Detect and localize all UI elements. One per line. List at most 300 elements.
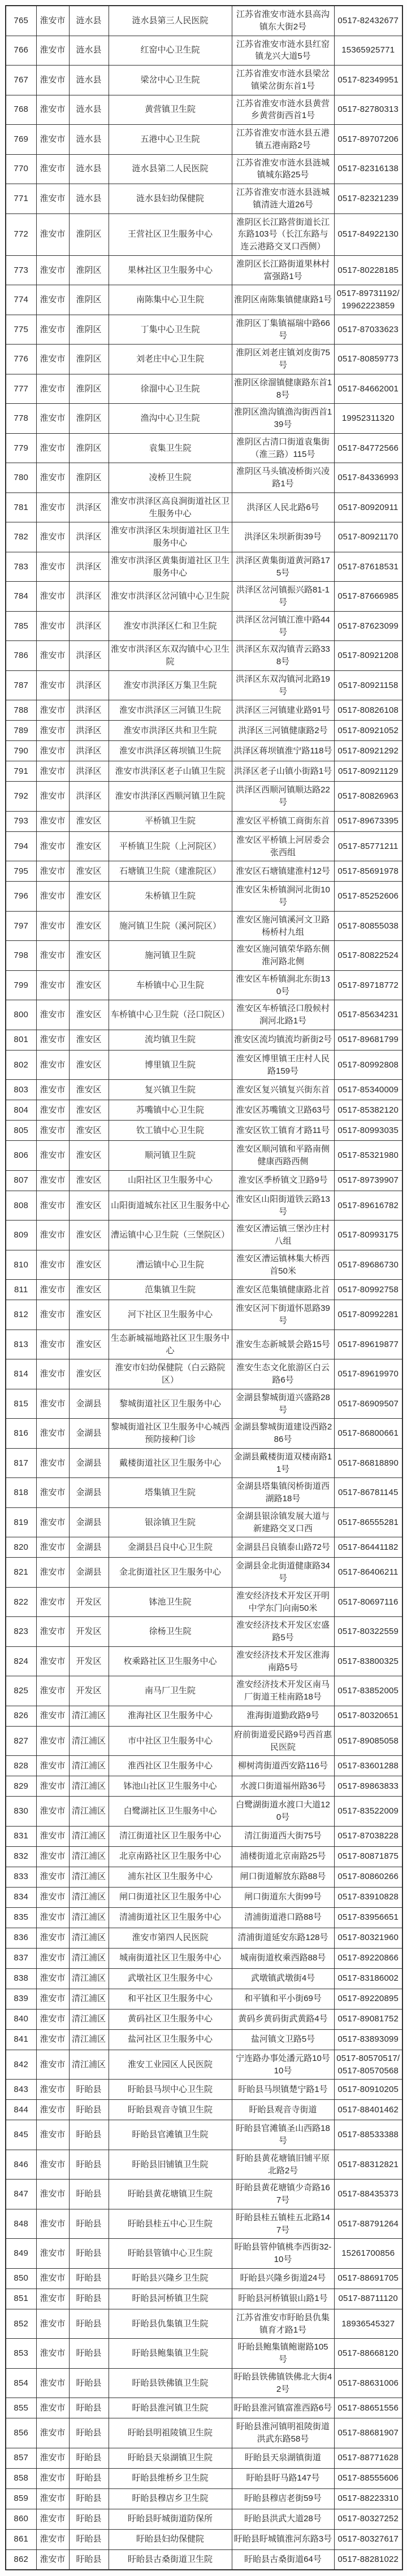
facility-name-cell: 山阳街道城东社区卫生服务中心 — [109, 1191, 232, 1221]
city-cell: 淮安市 — [36, 1989, 69, 2009]
serial-cell: 782 — [6, 522, 36, 552]
table-row — [6, 1846, 402, 1867]
phone-cell: 0517-88631006 — [334, 2368, 402, 2398]
facility-name-cell: 塔集镇卫生院 — [109, 1478, 232, 1508]
city-cell: 淮安市 — [36, 2339, 69, 2369]
city-cell: 淮安市 — [36, 463, 69, 493]
district-cell: 开发区 — [69, 1646, 109, 1676]
phone-cell: 0517-80697116 — [334, 1587, 402, 1617]
city-cell: 淮安市 — [36, 861, 69, 882]
phone-cell: 0517-80921129 — [334, 761, 402, 782]
facility-name-cell: 博里镇卫生院 — [109, 1050, 232, 1080]
address-cell: 洪泽区西顺河镇顺达路22号 — [232, 782, 334, 812]
facility-name-cell: 和平社区卫生服务中心 — [109, 1989, 232, 2009]
serial-cell: 826 — [6, 1706, 36, 1726]
facility-name-cell: 河下社区卫生服务中心 — [109, 1300, 232, 1330]
address-cell: 淮安经济技术开发区开明中学东门向南50米 — [232, 1587, 334, 1617]
city-cell: 淮安市 — [36, 882, 69, 912]
serial-cell: 788 — [6, 700, 36, 721]
facility-name-cell: 刘老庄中心卫生院 — [109, 345, 232, 374]
district-cell: 盱眙县 — [69, 2268, 109, 2289]
table-row — [6, 2549, 402, 2570]
table-row — [6, 1928, 402, 1948]
city-cell: 淮安市 — [36, 1389, 69, 1419]
phone-cell: 0517-88711120 — [334, 2289, 402, 2309]
city-cell: 淮安市 — [36, 1706, 69, 1726]
city-cell: 淮安市 — [36, 1280, 69, 1300]
table-row — [6, 811, 402, 831]
district-cell: 盱眙县 — [69, 2418, 109, 2448]
district-cell: 淮阴区 — [69, 433, 109, 463]
district-cell: 清江浦区 — [69, 1776, 109, 1797]
address-cell: 淮安区施河镇溪河文卫路杨桥村九组 — [232, 911, 334, 941]
table-row — [6, 1507, 402, 1537]
city-cell: 淮安市 — [36, 761, 69, 782]
city-cell: 淮安市 — [36, 2209, 69, 2239]
serial-cell: 808 — [6, 1191, 36, 1221]
facility-name-cell: 钵池卫生院 — [109, 1587, 232, 1617]
table-row — [6, 882, 402, 912]
address-cell: 江苏省淮安市涟水县高沟镇东大街2号 — [232, 6, 334, 36]
phone-cell: 15261700856 — [334, 2239, 402, 2269]
serial-cell: 845 — [6, 2120, 36, 2150]
city-cell: 淮安市 — [36, 2398, 69, 2418]
phone-cell: 0517-83186002 — [334, 1968, 402, 1989]
address-cell: 宁连路办事处潘元路10号10号 — [232, 2050, 334, 2080]
facility-name-cell: 平桥镇卫生院（上河院区） — [109, 831, 232, 861]
facility-name-cell: 盱眙县铁佛镇卫生院 — [109, 2368, 232, 2398]
address-cell: 淮安经济技术开发区宏盛路5号 — [232, 1617, 334, 1647]
city-cell: 淮安市 — [36, 2239, 69, 2269]
city-cell: 淮安市 — [36, 1121, 69, 1141]
address-cell: 金湖县金北街道健康路34号 — [232, 1558, 334, 1588]
address-cell: 盱眙县古桑街道64号 — [232, 2549, 334, 2570]
address-cell: 淮阴区渔沟镇渔沟街西首139号 — [232, 404, 334, 434]
city-cell: 淮安市 — [36, 1907, 69, 1928]
facility-name-cell: 盱眙县天泉湖镇卫生院 — [109, 2448, 232, 2468]
city-cell: 淮安市 — [36, 374, 69, 404]
phone-cell: 0517-86818890 — [334, 1448, 402, 1478]
district-cell: 涟水县 — [69, 36, 109, 66]
address-cell: 淮阴区刘老庄镇刘皮街75号 — [232, 345, 334, 374]
city-cell: 淮安市 — [36, 125, 69, 155]
facility-name-cell: 银涂镇卫生院 — [109, 1507, 232, 1537]
serial-cell: 765 — [6, 6, 36, 36]
city-cell: 淮安市 — [36, 1080, 69, 1100]
phone-cell: 0517-80910205 — [334, 2080, 402, 2100]
serial-cell: 779 — [6, 433, 36, 463]
address-cell: 江苏省淮安市涟水县涟城镇城东路25号 — [232, 154, 334, 184]
phone-cell: 0517-80570517/0517-80570568 — [334, 2050, 402, 2080]
serial-cell: 851 — [6, 2289, 36, 2309]
serial-cell: 815 — [6, 1389, 36, 1419]
address-cell: 黄码乡黄码街武黄路4号 — [232, 2009, 334, 2029]
district-cell: 清江浦区 — [69, 1726, 109, 1756]
table-row — [6, 1330, 402, 1359]
address-cell: 淮安区车桥镇泾口殷候村涧河北路1号 — [232, 1000, 334, 1030]
serial-cell: 838 — [6, 1968, 36, 1989]
phone-cell: 0517-88681907 — [334, 2418, 402, 2448]
city-cell: 淮安市 — [36, 1846, 69, 1867]
serial-cell: 791 — [6, 761, 36, 782]
table-row — [6, 125, 402, 155]
district-cell: 清江浦区 — [69, 1968, 109, 1989]
facility-name-cell: 盱眙县古桑街道卫生院 — [109, 2549, 232, 2570]
serial-cell: 828 — [6, 1756, 36, 1776]
city-cell: 淮安市 — [36, 404, 69, 434]
serial-cell: 846 — [6, 2150, 36, 2180]
serial-cell: 780 — [6, 463, 36, 493]
facility-name-cell: 盱眙县河桥镇卫生院 — [109, 2289, 232, 2309]
table-row — [6, 213, 402, 255]
address-cell: 盱眙县洪武大道28号 — [232, 2509, 334, 2529]
serial-cell: 824 — [6, 1646, 36, 1676]
facility-name-cell: 盱眙县旧铺镇卫生院 — [109, 2150, 232, 2180]
district-cell: 盱眙县 — [69, 2180, 109, 2209]
table-row — [6, 95, 402, 125]
facility-name-cell: 闸口街道社区卫生服务中心 — [109, 1887, 232, 1907]
address-cell: 淮安区山阳街道铁云路13号 — [232, 1191, 334, 1221]
phone-cell: 0517-89619970 — [334, 1359, 402, 1389]
facility-name-cell: 山阳社区卫生服务中心 — [109, 1170, 232, 1191]
address-cell: 淮阴区长江路街道果林村富强路1号 — [232, 255, 334, 285]
facility-name-cell: 淮安市洪泽区岔河镇中心卫生院 — [109, 582, 232, 612]
city-cell: 淮安市 — [36, 2029, 69, 2050]
city-cell: 淮安市 — [36, 1826, 69, 1846]
address-cell: 盱眙县淮河镇明祖陵街道洪武东路58号 — [232, 2418, 334, 2448]
table-row — [6, 970, 402, 1000]
address-cell: 盱眙县桂五镇桂五北路147号 — [232, 2209, 334, 2239]
facility-name-cell: 施河镇卫生院 — [109, 941, 232, 971]
address-cell: 江苏省淮安市涟水县五港镇五港南路2号 — [232, 125, 334, 155]
city-cell: 淮安市 — [36, 831, 69, 861]
district-cell: 淮安区 — [69, 1050, 109, 1080]
district-cell: 涟水县 — [69, 184, 109, 214]
address-cell: 淮安区钦工镇育才路11号 — [232, 1121, 334, 1141]
phone-cell: 0517-86781145 — [334, 1478, 402, 1508]
serial-cell: 778 — [6, 404, 36, 434]
serial-cell: 796 — [6, 882, 36, 912]
facility-name-cell: 涟水县妇幼保健院 — [109, 184, 232, 214]
facility-name-cell: 徐杨卫生院 — [109, 1617, 232, 1647]
serial-cell: 781 — [6, 492, 36, 522]
facility-name-cell: 黄码社区卫生服务中心 — [109, 2009, 232, 2029]
city-cell: 淮安市 — [36, 2448, 69, 2468]
address-cell: 江苏省淮安市涟水县黄营乡黄营街西首1号 — [232, 95, 334, 125]
phone-cell: 0517-80855038 — [334, 911, 402, 941]
facility-name-cell: 枚乘路社区卫生服务中心 — [109, 1646, 232, 1676]
serial-cell: 859 — [6, 2488, 36, 2509]
address-cell: 盱眙县淮河镇富淮西路6号 — [232, 2398, 334, 2418]
serial-cell: 776 — [6, 345, 36, 374]
serial-cell: 852 — [6, 2309, 36, 2339]
table-row — [6, 433, 402, 463]
phone-cell: 0517-84922130 — [334, 213, 402, 255]
phone-cell: 0517-80860266 — [334, 1867, 402, 1887]
table-row — [6, 2398, 402, 2418]
serial-cell: 800 — [6, 1000, 36, 1030]
address-cell: 盱眙县盱城镇淮河东路3号 — [232, 2529, 334, 2549]
phone-cell: 0517-89220866 — [334, 1948, 402, 1968]
city-cell: 淮安市 — [36, 66, 69, 95]
address-cell: 盱眙县河桥镇银山路1号 — [232, 2289, 334, 2309]
phone-cell: 0517-87033623 — [334, 315, 402, 345]
address-cell: 闸口街道东大街99号 — [232, 1887, 334, 1907]
serial-cell: 785 — [6, 611, 36, 641]
facility-name-cell: 白鹭湖社区卫生服务中心 — [109, 1797, 232, 1827]
serial-cell: 814 — [6, 1359, 36, 1389]
table-row — [6, 66, 402, 95]
phone-cell: 0517-85634231 — [334, 1000, 402, 1030]
district-cell: 洪泽区 — [69, 670, 109, 700]
facility-name-cell: 盱眙县桂五中心卫生院 — [109, 2209, 232, 2239]
district-cell: 盱眙县 — [69, 2309, 109, 2339]
district-cell: 清江浦区 — [69, 2050, 109, 2080]
city-cell: 淮安市 — [36, 782, 69, 812]
district-cell: 盱眙县 — [69, 2239, 109, 2269]
table-row — [6, 1558, 402, 1588]
table-row — [6, 1100, 402, 1121]
table-row — [6, 2180, 402, 2209]
facility-name-cell: 淮安市洪泽区共和卫生院 — [109, 721, 232, 741]
phone-cell: 0517-88533388 — [334, 2120, 402, 2150]
address-cell: 淮海街道勤政路9号 — [232, 1706, 334, 1726]
serial-cell: 827 — [6, 1726, 36, 1756]
phone-cell: 0517-86909507 — [334, 1389, 402, 1419]
phone-cell: 0517-85771211 — [334, 831, 402, 861]
serial-cell: 850 — [6, 2268, 36, 2289]
city-cell: 淮安市 — [36, 552, 69, 582]
facility-name-cell: 淮安市洪泽区东双沟镇中心卫生院 — [109, 641, 232, 671]
district-cell: 盱眙县 — [69, 2209, 109, 2239]
city-cell: 淮安市 — [36, 255, 69, 285]
city-cell: 淮安市 — [36, 970, 69, 1000]
address-cell: 和平镇和平小街69号 — [232, 1989, 334, 2009]
table-row — [6, 1646, 402, 1676]
facility-name-cell: 施河镇卫生院（溪河院区） — [109, 911, 232, 941]
address-cell: 洪泽区三河镇建业路91号 — [232, 700, 334, 721]
phone-cell: 0517-89673395 — [334, 811, 402, 831]
city-cell: 淮安市 — [36, 721, 69, 741]
table-row — [6, 941, 402, 971]
phone-cell: 0517-80992758 — [334, 1280, 402, 1300]
phone-cell: 0517-80228185 — [334, 255, 402, 285]
district-cell: 淮阴区 — [69, 255, 109, 285]
district-cell: 盱眙县 — [69, 2120, 109, 2150]
address-cell: 淮安区漕运镇林集大桥西首50米 — [232, 1250, 334, 1280]
address-cell: 淮安区漕运镇三堡沙庄村八组 — [232, 1221, 334, 1250]
facility-name-cell: 淮安市洪泽区老子山镇卫生院 — [109, 761, 232, 782]
phone-cell: 0517-86555281 — [334, 1507, 402, 1537]
facility-name-cell: 盱眙县观音寺镇卫生院 — [109, 2100, 232, 2120]
table-row — [6, 2418, 402, 2448]
table-row — [6, 2029, 402, 2050]
serial-cell: 769 — [6, 125, 36, 155]
facility-name-cell: 盱眙县妇幼保健院 — [109, 2529, 232, 2549]
phone-cell: 0517-88691705 — [334, 2268, 402, 2289]
facility-name-cell: 盱眙县明祖陵镇卫生院 — [109, 2418, 232, 2448]
district-cell: 淮阴区 — [69, 345, 109, 374]
serial-cell: 775 — [6, 315, 36, 345]
address-cell: 盱眙县盱马路147号 — [232, 2468, 334, 2488]
phone-cell: 0517-87618531 — [334, 552, 402, 582]
phone-cell: 0517-89707206 — [334, 125, 402, 155]
city-cell: 淮安市 — [36, 1250, 69, 1280]
city-cell: 淮安市 — [36, 2050, 69, 2080]
facility-name-cell: 淮安市洪泽区仁和卫生院 — [109, 611, 232, 641]
phone-cell: 0517-82316138 — [334, 154, 402, 184]
city-cell: 淮安市 — [36, 1141, 69, 1171]
phone-cell: 0517-89731192/19962223859 — [334, 285, 402, 315]
serial-cell: 819 — [6, 1507, 36, 1537]
serial-cell: 811 — [6, 1280, 36, 1300]
address-cell: 盱眙县兴隆乡街道24号 — [232, 2268, 334, 2289]
table-row — [6, 2150, 402, 2180]
address-cell: 洪泽区东双沟镇青云路338号 — [232, 641, 334, 671]
district-cell: 清江浦区 — [69, 1989, 109, 2009]
city-cell: 淮安市 — [36, 1726, 69, 1756]
city-cell: 淮安市 — [36, 1968, 69, 1989]
facility-name-cell: 流均镇卫生院 — [109, 1030, 232, 1050]
facility-name-cell: 金北街道社区卫生服务中心 — [109, 1558, 232, 1588]
district-cell: 清江浦区 — [69, 2029, 109, 2050]
city-cell: 淮安市 — [36, 1507, 69, 1537]
city-cell: 淮安市 — [36, 670, 69, 700]
serial-cell: 806 — [6, 1141, 36, 1171]
facility-name-cell: 淮安市洪泽区西顺河镇卫生院 — [109, 782, 232, 812]
phone-cell: 0517-88223310 — [334, 2488, 402, 2509]
facility-name-cell: 涟水县第二人民医院 — [109, 154, 232, 184]
phone-cell: 0517-84336993 — [334, 463, 402, 493]
address-cell: 淮安区范集镇健康路北首 — [232, 1280, 334, 1300]
facility-name-cell: 复兴镇卫生院 — [109, 1080, 232, 1100]
facility-name-cell: 涟水县第三人民医院 — [109, 6, 232, 36]
phone-cell: 0517-88401462 — [334, 2100, 402, 2120]
facility-name-cell: 漕运镇中心卫生院 — [109, 1250, 232, 1280]
phone-cell: 0517-80320651 — [334, 1706, 402, 1726]
phone-cell: 0517-86441182 — [334, 1537, 402, 1558]
address-cell: 金湖县黎城街道建设西路286号 — [232, 1419, 334, 1449]
address-cell: 淮安生态文化旅游区白云路6号 — [232, 1359, 334, 1389]
district-cell: 洪泽区 — [69, 611, 109, 641]
district-cell: 盱眙县 — [69, 2150, 109, 2180]
phone-cell: 0517-80826108 — [334, 700, 402, 721]
serial-cell: 821 — [6, 1558, 36, 1588]
table-row — [6, 611, 402, 641]
facility-name-cell: 梁岔中心卫生院 — [109, 66, 232, 95]
facility-name-cell: 淮西社区卫生服务中心 — [109, 1756, 232, 1776]
serial-cell: 807 — [6, 1170, 36, 1191]
facility-name-cell: 淮安市洪泽区朱坝街道社区卫生服务中心 — [109, 522, 232, 552]
table-row — [6, 1587, 402, 1617]
phone-cell: 0517-80992808 — [334, 1050, 402, 1080]
facility-name-cell: 北京南路社区卫生服务中心 — [109, 1846, 232, 1867]
table-row — [6, 1797, 402, 1827]
table-row — [6, 1676, 402, 1706]
city-cell: 淮安市 — [36, 1537, 69, 1558]
city-cell: 淮安市 — [36, 492, 69, 522]
table-row — [6, 1989, 402, 2009]
serial-cell: 842 — [6, 2050, 36, 2080]
serial-cell: 834 — [6, 1887, 36, 1907]
district-cell: 清江浦区 — [69, 1887, 109, 1907]
facility-name-cell: 王营社区卫生服务中心 — [109, 213, 232, 255]
district-cell: 淮安区 — [69, 831, 109, 861]
facility-name-cell: 武墩社区卫生服务中心 — [109, 1968, 232, 1989]
address-cell: 清江街道西大街75号 — [232, 1826, 334, 1846]
phone-cell: 0517-85321980 — [334, 1141, 402, 1171]
phone-cell: 15365925771 — [334, 36, 402, 66]
address-cell: 洪泽区三河镇健康路2号 — [232, 721, 334, 741]
address-cell: 洪泽区朱坝新街39号 — [232, 522, 334, 552]
address-cell: 洪泽区老子山镇小街路1号 — [232, 761, 334, 782]
district-cell: 清江浦区 — [69, 1948, 109, 1968]
district-cell: 淮安区 — [69, 1000, 109, 1030]
table-row — [6, 2100, 402, 2120]
serial-cell: 774 — [6, 285, 36, 315]
city-cell: 淮安市 — [36, 1587, 69, 1617]
health-facility-table — [5, 5, 403, 2570]
phone-cell: 0517-89619877 — [334, 1330, 402, 1359]
phone-cell: 0517-89718772 — [334, 970, 402, 1000]
table-row — [6, 552, 402, 582]
city-cell: 淮安市 — [36, 95, 69, 125]
city-cell: 淮安市 — [36, 1100, 69, 1121]
phone-cell: 0517-83910828 — [334, 1887, 402, 1907]
table-row — [6, 2339, 402, 2369]
table-row — [6, 1478, 402, 1508]
address-cell: 淮阴区南陈集镇健康路1号 — [232, 285, 334, 315]
facility-name-cell: 盱眙县维桥乡卫生院 — [109, 2468, 232, 2488]
city-cell: 淮安市 — [36, 1928, 69, 1948]
facility-name-cell: 钵池山社区卫生服务中心 — [109, 1776, 232, 1797]
phone-cell: 0517-80992281 — [334, 1300, 402, 1330]
table-row — [6, 2268, 402, 2289]
table-row — [6, 700, 402, 721]
district-cell: 清江浦区 — [69, 1826, 109, 1846]
address-cell: 盱眙县观音寺街道 — [232, 2100, 334, 2120]
facility-name-cell: 丁集中心卫生院 — [109, 315, 232, 345]
facility-name-cell: 淮海社区卫生服务中心 — [109, 1706, 232, 1726]
address-cell: 盱眙县铁佛镇铁佛北大街42号 — [232, 2368, 334, 2398]
table-row — [6, 2050, 402, 2080]
district-cell: 淮安区 — [69, 861, 109, 882]
serial-cell: 825 — [6, 1676, 36, 1706]
district-cell: 盱眙县 — [69, 2488, 109, 2509]
district-cell: 洪泽区 — [69, 552, 109, 582]
city-cell: 淮安市 — [36, 1000, 69, 1030]
facility-name-cell: 盱眙县马坝中心卫生院 — [109, 2080, 232, 2100]
facility-name-cell: 淮安市洪泽区三河镇卫生院 — [109, 700, 232, 721]
district-cell: 洪泽区 — [69, 741, 109, 761]
serial-cell: 787 — [6, 670, 36, 700]
table-row — [6, 1419, 402, 1449]
address-cell: 清浦街道港口路88号 — [232, 1907, 334, 1928]
city-cell: 淮安市 — [36, 315, 69, 345]
address-cell: 淮安经济技术开发区淮海南路5号 — [232, 1646, 334, 1676]
phone-cell: 0517-83956651 — [334, 1907, 402, 1928]
address-cell: 淮安区朱桥镇涧河北街10号 — [232, 882, 334, 912]
district-cell: 涟水县 — [69, 95, 109, 125]
district-cell: 盱眙县 — [69, 2289, 109, 2309]
serial-cell: 801 — [6, 1030, 36, 1050]
table-row — [6, 1050, 402, 1080]
address-cell: 盱眙县天泉湖镇街道 — [232, 2448, 334, 2468]
table-row — [6, 782, 402, 812]
facility-name-cell: 石塘镇卫生院（建淮院区） — [109, 861, 232, 882]
serial-cell: 862 — [6, 2549, 36, 2570]
serial-cell: 829 — [6, 1776, 36, 1797]
